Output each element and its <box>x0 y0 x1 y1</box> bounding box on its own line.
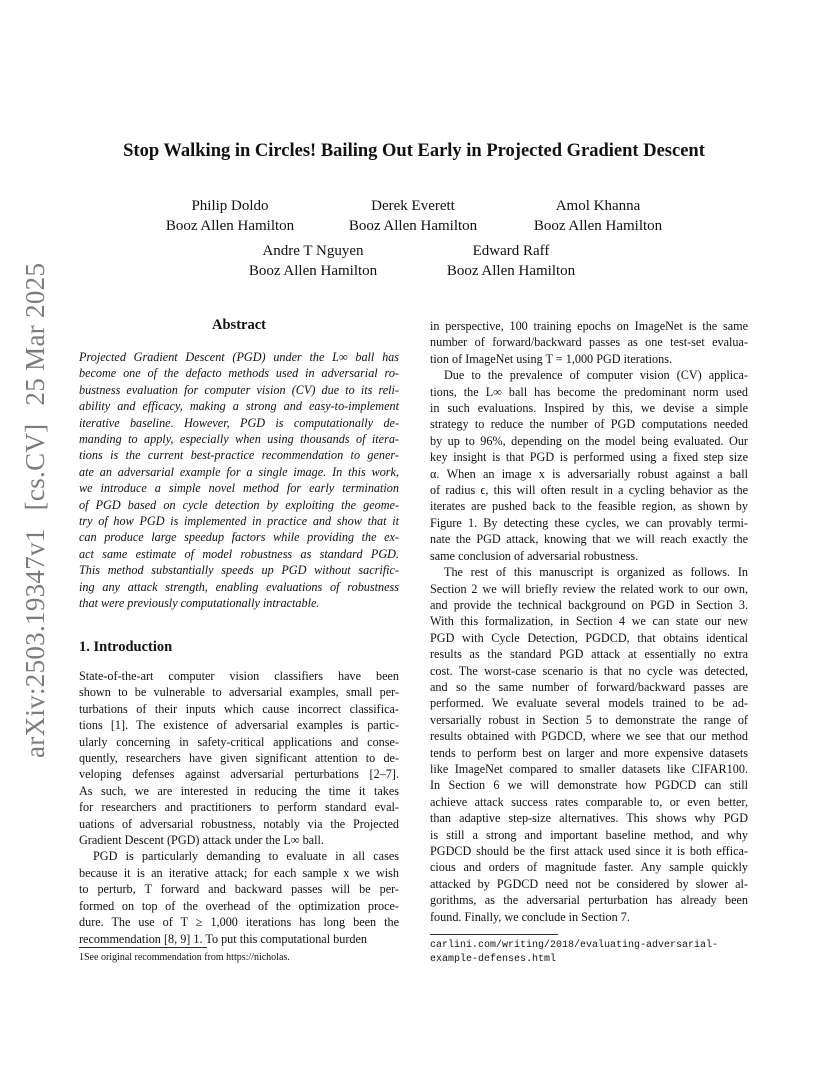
text-line: As such, we are interested in reducing the time it takes <box>79 783 399 798</box>
right-column-body <box>430 318 748 925</box>
text-line: and provide the technical background on PGD in Section 3. <box>430 597 748 612</box>
text-line: With this formalization, in Section 4 we can state our new <box>430 614 748 629</box>
text-line: cious and orders of magnitude faster. Any sample quickly <box>430 860 748 875</box>
text-line: shown to be vulnerable to adversarial examples, small per- <box>79 685 399 700</box>
author-name: Derek Everett <box>371 198 455 214</box>
author-affiliation: Booz Allen Hamilton <box>248 263 378 279</box>
text-line: The rest of this manuscript is organized as follows. In <box>444 565 748 580</box>
text-line: that were previously computationally intractable. <box>79 596 320 611</box>
arxiv-id: arXiv:2503.19347v1 <box>20 528 50 758</box>
text-line: Section 2 we will briefly review the related work to our own, <box>430 581 748 596</box>
author-block <box>528 196 668 236</box>
text-line: number of forward/backward passes as one test-set evalua- <box>430 335 748 350</box>
text-line: tions [1]. The existence of adversarial examples is partic- <box>79 718 399 733</box>
text-line: PGD is particularly demanding to evaluate in all cases <box>93 849 399 864</box>
author-affiliation: Booz Allen Hamilton <box>348 218 478 234</box>
text-line: PGD with Cycle Detection, PGDCD, that obtains identical <box>430 630 748 645</box>
footnote-left <box>79 951 399 965</box>
text-line: results obtained with PGDCD, where we see that our method <box>430 729 748 744</box>
text-line: In Section 6 we will demonstrate how PGDCD can still <box>430 778 748 793</box>
text-line: Figure 1. By detecting these cycles, we can provably termi- <box>430 515 748 530</box>
author-affiliation: Booz Allen Hamilton <box>165 218 295 234</box>
text-line: because it is an iterative attack; for each sample x we wish <box>79 865 399 880</box>
text-line: and so the same number of forward/backward passes are <box>430 679 748 694</box>
footnote-text: 1See original recommendation from https://nicholas. <box>79 952 290 963</box>
text-line: ability and efficacy, making a strong and easy-to-implement <box>79 399 399 414</box>
text-line: cost. The worst-case scenario is that no cycle was detected, <box>430 663 748 678</box>
text-line: become one of the defacto methods used in adversarial ro- <box>79 366 399 381</box>
text-line: Gradient Descent (PGD) attack under the L∞ ball. <box>79 833 324 848</box>
text-line: for researchers and practitioners to perform standard eval- <box>79 800 399 815</box>
text-line: in such evaluations. Inspired by this, we devise a simple <box>430 401 748 416</box>
text-line: tions is the current best-practice recommendation to gener- <box>79 448 399 463</box>
text-line: tion of ImageNet using T = 1,000 PGD iterations. <box>430 351 673 366</box>
author-name: Edward Raff <box>472 243 550 259</box>
author-name: Amol Khanna <box>555 198 641 214</box>
author-affiliation: Booz Allen Hamilton <box>446 263 576 279</box>
text-line: like ImageNet compared to smaller datasets like CIFAR100. <box>430 761 748 776</box>
text-line: to perturb, T forward and backward passes will be per- <box>79 882 399 897</box>
text-line: key insight is that PGD is performed using a fixed step size <box>430 450 748 465</box>
arxiv-date: 25 Mar 2025 <box>20 262 50 406</box>
abstract-body <box>79 349 399 612</box>
text-line: than adaptive step-size alternatives. This shows why PGD <box>430 811 748 826</box>
text-line: try of how PGD is implemented in practice and show that it <box>79 514 399 529</box>
text-line: ate an adversarial example for a single image. In this work, <box>79 464 399 479</box>
text-line: strategy to reduce the number of PGD computations needed <box>430 417 748 432</box>
text-line: α. When an image x is adversarially robust against a ball <box>430 466 748 481</box>
text-line: Due to the prevalence of computer vision (CV) applica- <box>444 368 748 383</box>
text-line: tends to perform best on larger and more expensive datasets <box>430 745 748 760</box>
author-name: Philip Doldo <box>191 198 269 214</box>
text-line: recommendation [8, 9] 1. To put this computational burden <box>79 931 367 946</box>
text-line: gorithms, as the adversarial perturbation has already been <box>430 893 748 908</box>
text-line: act same estimate of model robustness as standard PGD. <box>79 546 399 561</box>
text-line: by up to 96%, depending on the model being evaluated. Our <box>430 433 748 448</box>
intro-body <box>79 668 399 947</box>
text-line: results as the standard PGD attack at essentially no extra <box>430 647 748 662</box>
text-line: found. Finally, we conclude in Section 7. <box>430 909 630 924</box>
footnote-right-line[interactable]: carlini.com/writing/2018/evaluating-adversarial- <box>430 940 719 951</box>
text-line: dure. The use of T ≥ 1,000 iterations has long been the <box>79 915 399 930</box>
text-line: formed on top of the overhead of the optimization proce- <box>79 898 399 913</box>
text-line: ing any attack strength, enabling evaluations of robustness <box>79 579 399 594</box>
text-line: of radius ϵ, this will often result in a cycling behavior as the <box>430 483 748 498</box>
section-heading: 1. Introduction <box>79 639 173 655</box>
author-name: Andre T Nguyen <box>262 243 364 259</box>
text-line: nate the PGD attack, knowing that we will reach exactly the <box>430 532 748 547</box>
footnote-rule <box>79 947 207 948</box>
text-line: ularly concerning in safety-critical applications and conse- <box>79 734 399 749</box>
text-line: of PGD based on cycle detection by exploiting the geome- <box>79 497 399 512</box>
text-line: quently, researchers have given significant attention to de- <box>79 751 399 766</box>
text-line: same conclusion of adversarial robustness. <box>430 548 639 563</box>
abstract-heading: Abstract <box>212 317 266 333</box>
text-line: State-of-the-art computer vision classifiers have been <box>79 669 399 683</box>
text-line: performed. We evaluate several models trained to be ad- <box>430 696 748 711</box>
text-line: we introduce a simple novel method for early termination <box>79 481 399 496</box>
text-line: veloping defenses against adversarial perturbations [2–7]. <box>79 767 399 782</box>
author-block <box>160 196 300 236</box>
text-line: attacked by PGDCD need not be considered by slower al- <box>430 876 748 891</box>
paper-title: Stop Walking in Circles! Bailing Out Early in Projected Gradient Descent <box>123 141 705 161</box>
author-block <box>243 241 383 281</box>
text-line: can produce large speedup factors while providing the ex- <box>79 530 399 545</box>
text-line: iterative baseline. However, PGD is computationally de- <box>79 415 399 430</box>
text-line: versarially robust in Section 5 to demonstrate the range of <box>430 712 748 727</box>
arxiv-category: [cs.CV] <box>20 423 50 511</box>
arxiv-stamp <box>20 262 51 758</box>
text-line: manding to apply, especially when using thousands of itera- <box>79 432 399 447</box>
text-line: iterates are pushed back to the feasible region, as shown by <box>430 499 748 514</box>
text-line: is still a strong and important baseline method, and why <box>430 827 748 842</box>
text-line: in perspective, 100 training epochs on ImageNet is the same <box>430 319 748 333</box>
author-affiliation: Booz Allen Hamilton <box>533 218 663 234</box>
author-block <box>343 196 483 236</box>
text-line: turbations of their inputs which cause incorrect classifica- <box>79 701 399 716</box>
text-line: uations of adversarial robustness, notably via the Projected <box>79 816 399 831</box>
text-line: Projected Gradient Descent (PGD) under the L∞ ball has <box>79 350 399 364</box>
text-line: tions, the L∞ ball has become the predominant norm used <box>430 384 748 399</box>
author-block <box>441 241 581 281</box>
footnote-right-line[interactable]: example-defenses.html <box>430 954 557 965</box>
text-line: bustness evaluation for computer vision (CV) due to its reli- <box>79 382 399 397</box>
text-line: achieve attack success rates comparable to, or even better, <box>430 794 748 809</box>
text-line: PGDCD should be the first attack used since it is both effica- <box>430 844 748 858</box>
footnote-rule <box>430 934 558 935</box>
text-line: This method substantially speeds up PGD without sacrific- <box>79 563 399 578</box>
